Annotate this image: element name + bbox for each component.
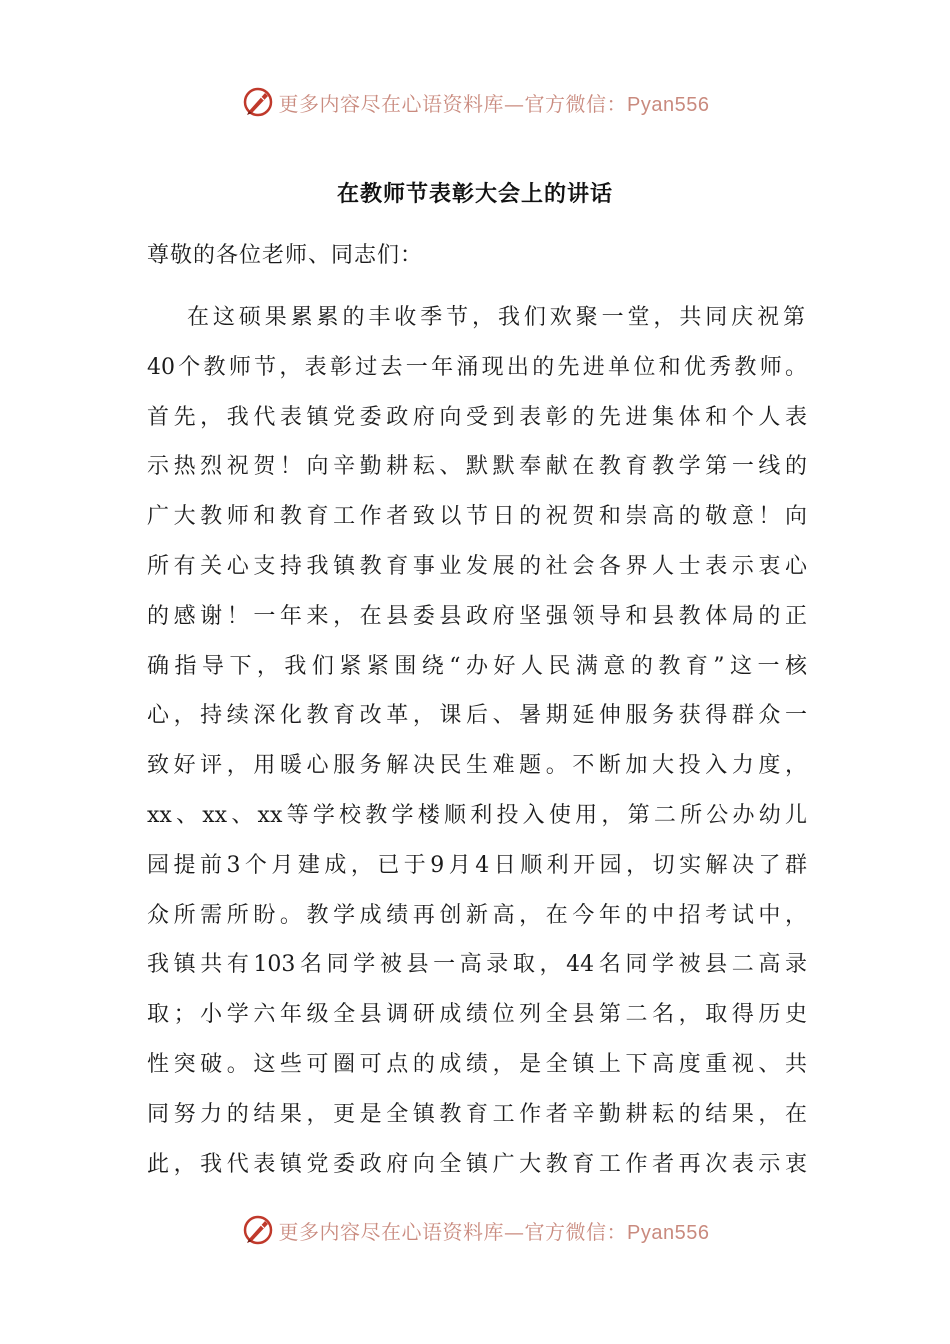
body-line: 取；小学六年级全县调研成绩位列全县第二名，取得历史 bbox=[147, 1002, 807, 1028]
body-line: 园提前3个月建成，已于9月4日顺利开园，切实解决了群 bbox=[147, 852, 807, 878]
pen-logo-icon bbox=[241, 85, 275, 119]
body-line: 我镇共有103名同学被县一高录取，44名同学被县二高录 bbox=[147, 952, 807, 978]
body-line: 确指导下，我们紧紧围绕“办好人民满意的教育”这一核 bbox=[147, 653, 807, 679]
body-line: 示热烈祝贺！向辛勤耕耘、默默奉献在教育教学第一线的 bbox=[147, 454, 807, 480]
body-line: 首先，我代表镇党委政府向受到表彰的先进集体和个人表 bbox=[147, 404, 807, 430]
body-line: xx、xx、xx等学校教学楼顺利投入使用，第二所公办幼儿 bbox=[147, 802, 807, 828]
body-line: 在这硕果累累的丰收季节，我们欢聚一堂，共同庆祝第 bbox=[187, 305, 805, 330]
watermark-banner-bottom bbox=[0, 1210, 950, 1250]
watermark-text: 更多内容尽在心语资料库—官方微信：Pyan556 bbox=[278, 91, 710, 116]
body-line: 致好评，用暖心服务解决民生难题。不断加大投入力度， bbox=[147, 753, 807, 779]
watermark-banner-top bbox=[0, 82, 950, 122]
watermark-text: 更多内容尽在心语资料库—官方微信：Pyan556 bbox=[278, 1219, 710, 1244]
body-line: 同努力的结果，更是全镇教育工作者辛勤耕耘的结果，在 bbox=[147, 1101, 807, 1127]
salutation: 尊敬的各位老师、同志们： bbox=[147, 243, 424, 268]
body-line: 的感谢！一年来，在县委县政府坚强领导和县教体局的正 bbox=[147, 603, 807, 629]
body-line: 所有关心支持我镇教育事业发展的社会各界人士表示衷心 bbox=[147, 553, 807, 579]
document-title: 在教师节表彰大会上的讲话 bbox=[336, 181, 613, 207]
body-line: 40个教师节，表彰过去一年涌现出的先进单位和优秀教师。 bbox=[147, 354, 807, 380]
pen-logo-icon bbox=[241, 1213, 275, 1247]
body-line: 此，我代表镇党委政府向全镇广大教育工作者再次表示衷 bbox=[147, 1151, 807, 1177]
body-line: 广大教师和教育工作者致以节日的祝贺和崇高的敬意！向 bbox=[147, 504, 807, 530]
body-line: 众所需所盼。教学成绩再创新高，在今年的中招考试中， bbox=[147, 902, 807, 928]
body-line: 心，持续深化教育改革，课后、暑期延伸服务获得群众一 bbox=[147, 703, 807, 729]
body-line: 性突破。这些可圈可点的成绩，是全镇上下高度重视、共 bbox=[147, 1051, 807, 1077]
body-paragraph bbox=[147, 300, 827, 1196]
